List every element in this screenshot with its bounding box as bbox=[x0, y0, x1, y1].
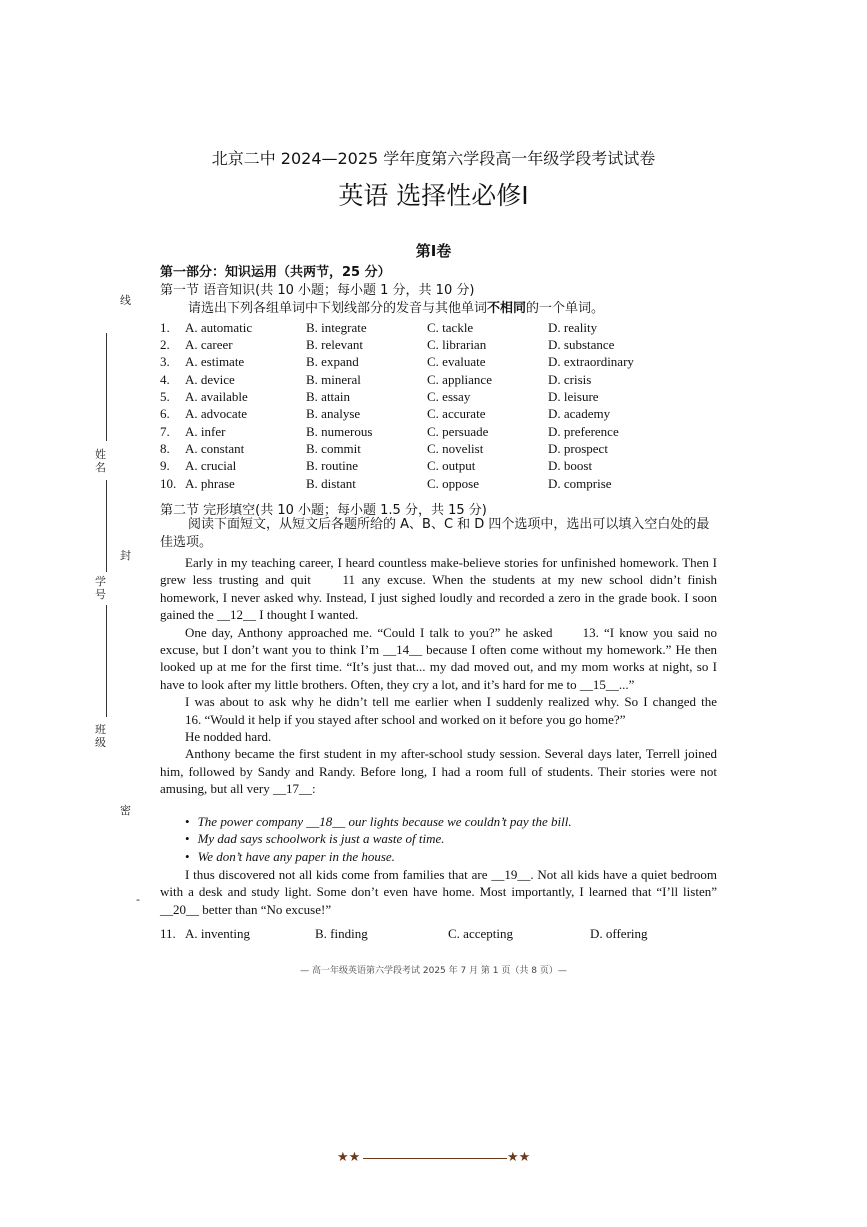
question-row bbox=[160, 476, 720, 493]
question-row bbox=[160, 337, 720, 354]
passage-paragraph bbox=[160, 745, 717, 797]
class-fill-line bbox=[106, 605, 107, 717]
question-number: 7. bbox=[160, 424, 170, 439]
bullet-item: • My dad says schoolwork is just a waste of time. bbox=[185, 831, 445, 846]
option-c: C. appliance bbox=[427, 372, 492, 387]
section-one-title: 第一节 语音知识(共 10 小题；每小题 1 分，共 10 分) bbox=[160, 283, 475, 298]
option-b: B. finding bbox=[315, 926, 368, 941]
passage-text: I thought I wanted. bbox=[256, 607, 359, 623]
option-d: D. crisis bbox=[548, 372, 592, 387]
option-c: C. accepting bbox=[448, 926, 513, 941]
bullet-item: • The power company __18__ our lights because we couldn’t pay the bill. bbox=[185, 814, 572, 829]
option-a: A. available bbox=[185, 389, 248, 404]
option-d: D. substance bbox=[548, 337, 615, 352]
passage-text: I was about to ask why he didn’t tell me earlier when I suddenly realized why. So I changed the bbox=[185, 694, 717, 710]
option-b: B. numerous bbox=[306, 424, 373, 439]
instruction-text-after: 的一个单词。 bbox=[526, 301, 605, 316]
option-c: C. oppose bbox=[427, 476, 479, 491]
passage-text: ...” bbox=[618, 676, 635, 692]
exam-school-title: 北京二中 2024—2025 学年度第六学段高一年级学段考试试卷 bbox=[211, 149, 656, 168]
question-number: 5. bbox=[160, 389, 170, 404]
option-b: B. distant bbox=[306, 476, 356, 491]
binding-seal-label: 封 bbox=[120, 549, 131, 562]
blank-15: __15__ bbox=[579, 676, 619, 692]
option-a: A. crucial bbox=[185, 458, 237, 473]
passage-text: . “I know you said no excuse, but I don’t want you to think I’m bbox=[160, 624, 717, 658]
question-number: 10. bbox=[160, 476, 177, 491]
page-footer: — 高一年级英语第六学段考试 2025 年 7 月 第 1 页（共 8 页）— bbox=[300, 966, 567, 976]
option-b: B. mineral bbox=[306, 372, 361, 387]
question-row bbox=[160, 424, 720, 441]
option-d: D. academy bbox=[548, 406, 611, 421]
question-row bbox=[160, 389, 720, 406]
instruction-text-before: 请选出下列各组单词中下划线部分的发音与其他单词 bbox=[188, 301, 488, 316]
question-row bbox=[160, 372, 720, 389]
margin-dash: - bbox=[136, 893, 140, 906]
passage-text: : bbox=[312, 781, 316, 797]
question-row bbox=[160, 458, 720, 475]
question-number: 3. bbox=[160, 354, 170, 369]
option-d: D. leisure bbox=[548, 389, 599, 404]
option-d: D. comprise bbox=[548, 476, 612, 491]
option-a: A. estimate bbox=[185, 354, 245, 369]
option-b: B. attain bbox=[306, 389, 351, 404]
option-c: C. tackle bbox=[427, 320, 474, 335]
blank-17: __17__ bbox=[273, 781, 313, 797]
cloze-passage-part-1 bbox=[160, 554, 717, 798]
option-b: B. integrate bbox=[306, 320, 367, 335]
passage-paragraph bbox=[160, 693, 717, 728]
question-row bbox=[160, 354, 720, 371]
question-number: 6. bbox=[160, 406, 170, 421]
name-fill-line bbox=[106, 333, 107, 441]
passage-text: any excuse. When the students at my new school didn’t finish homework, I never asked why. Instead, I just sighed loudly and recorded a zero in the grade book. I soon gained the bbox=[160, 572, 717, 623]
binding-secret-label: 密 bbox=[120, 804, 131, 817]
passage-text: because I often come without my homework.” He then looked up at me for the first time. “It’s just that... my dad moved out, and my mom works at night, so I have to look after my little brothers. Often, they cry a lot, and it’s hard for me to bbox=[160, 642, 717, 692]
option-d: D. extraordinary bbox=[548, 354, 634, 369]
option-b: B. routine bbox=[306, 458, 358, 473]
option-b: B. expand bbox=[306, 354, 359, 369]
question-number: 9. bbox=[160, 458, 170, 473]
blank-14: __14__ bbox=[383, 642, 423, 658]
passage-paragraph bbox=[160, 624, 717, 694]
option-c: C. novelist bbox=[427, 441, 484, 456]
question-row bbox=[160, 441, 720, 458]
decorative-ornament bbox=[337, 1151, 533, 1167]
exam-subject-title: 英语 选择性必修Ⅰ bbox=[338, 181, 529, 210]
option-a: A. constant bbox=[185, 441, 245, 456]
star-icon: ★★ bbox=[507, 1149, 531, 1164]
passage-text: better than “No excuse!” bbox=[199, 901, 332, 917]
blank-12: __12__ bbox=[217, 607, 257, 623]
option-b: B. analyse bbox=[306, 406, 361, 421]
option-d: D. preference bbox=[548, 424, 619, 439]
option-a: A. infer bbox=[185, 424, 226, 439]
part-one-title: 第一部分：知识运用（共两节，25 分） bbox=[160, 265, 391, 280]
question-row bbox=[160, 320, 720, 337]
ornament-divider bbox=[363, 1158, 507, 1159]
option-c: C. essay bbox=[427, 389, 471, 404]
option-d: D. reality bbox=[548, 320, 598, 335]
passage-paragraph: He nodded hard. bbox=[185, 729, 272, 745]
volume-title: 第Ⅰ卷 bbox=[415, 242, 452, 260]
cloze-passage-part-2 bbox=[160, 866, 717, 918]
question-11-options bbox=[160, 926, 720, 943]
blank-11: 11 bbox=[342, 572, 356, 588]
option-d: D. offering bbox=[590, 926, 648, 941]
option-a: A. career bbox=[185, 337, 233, 352]
question-number: 8. bbox=[160, 441, 170, 456]
bullet-text: our lights because we couldn’t pay the bill. bbox=[345, 814, 572, 829]
passage-text: I thus discovered not all kids come from families that are bbox=[185, 867, 492, 882]
option-a: A. device bbox=[185, 372, 235, 387]
blank-18: __18__ bbox=[306, 814, 346, 829]
bullet-text: The power company bbox=[197, 814, 307, 829]
name-label: 姓名 bbox=[95, 448, 106, 474]
option-c: C. evaluate bbox=[427, 354, 486, 369]
bullet-item: • We don’t have any paper in the house. bbox=[185, 849, 395, 864]
blank-16: 16 bbox=[185, 711, 198, 727]
instruction-emphasis: 不相同 bbox=[487, 301, 527, 316]
section-one-instruction bbox=[188, 297, 604, 316]
passage-text: One day, Anthony approached me. “Could I talk to you?” he asked bbox=[185, 624, 558, 640]
section-two-title: 第二节 完形填空(共 10 小题；每小题 1.5 分，共 15 分) bbox=[160, 503, 487, 518]
option-c: C. accurate bbox=[427, 406, 486, 421]
option-a: A. phrase bbox=[185, 476, 235, 491]
option-a: A. inventing bbox=[185, 926, 250, 941]
question-number: 2. bbox=[160, 337, 170, 352]
section-two-instruction: 阅读下面短文，从短文后各题所给的 A、B、C 和 D 四个选项中，选出可以填入空白处的最佳选项。 bbox=[160, 517, 710, 550]
passage-paragraph bbox=[160, 866, 717, 918]
blank-20: __20__ bbox=[160, 901, 199, 917]
star-icon: ★★ bbox=[337, 1149, 361, 1164]
option-c: C. output bbox=[427, 458, 476, 473]
question-number: 11. bbox=[160, 926, 176, 941]
question-number: 1. bbox=[160, 320, 170, 335]
blank-19: __19__ bbox=[491, 867, 531, 882]
blank-13: 13 bbox=[582, 624, 596, 640]
option-d: D. boost bbox=[548, 458, 593, 473]
option-b: B. relevant bbox=[306, 337, 364, 352]
passage-text: Early in my teaching career, I heard countless make-believe stories for unfinished homework. Then I grew less trusting and quit bbox=[160, 555, 717, 588]
passage-text: . Not all kids have a quiet bedroom with a desk and study light. Some don’t even have home. Most importantly, I learned that “I’ll listen” bbox=[160, 867, 718, 900]
option-c: C. librarian bbox=[427, 337, 487, 352]
class-label: 班级 bbox=[95, 723, 106, 749]
option-a: A. advocate bbox=[185, 406, 248, 421]
passage-paragraph bbox=[160, 554, 717, 624]
student-id-fill-line bbox=[106, 480, 107, 572]
option-a: A. automatic bbox=[185, 320, 253, 335]
bullet-text: We don’t have any paper in the house. bbox=[197, 849, 395, 864]
question-row bbox=[160, 406, 720, 423]
student-id-label: 学号 bbox=[95, 575, 106, 601]
question-number: 4. bbox=[160, 372, 170, 387]
option-c: C. persuade bbox=[427, 424, 489, 439]
bullet-text: My dad says schoolwork is just a waste of time. bbox=[197, 831, 445, 846]
passage-text: Anthony became the first student in my after-school study session. Several days later, Terrell joined him, followed by Sandy and Randy. Before long, I had a room full of students. Their stories were not amusing, but all very bbox=[160, 746, 717, 797]
binding-line-label: 线 bbox=[120, 294, 131, 307]
option-d: D. prospect bbox=[548, 441, 608, 456]
option-b: B. commit bbox=[306, 441, 361, 456]
passage-text: . “Would it help if you stayed after school and worked on it before you go home?” bbox=[198, 711, 626, 727]
